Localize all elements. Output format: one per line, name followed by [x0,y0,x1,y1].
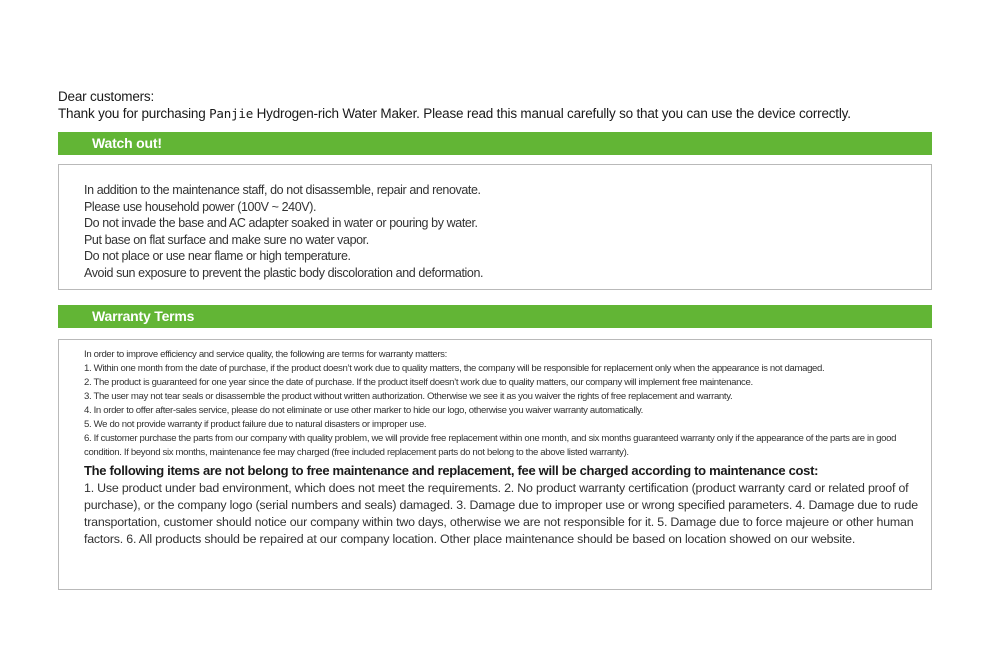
thanks-line [58,105,958,122]
warranty-term: 5. We do not provide warranty if product failure due to natural disasters or improper use. [84,419,427,430]
intro-section [58,88,958,122]
warranty-intro: In order to improve efficiency and service quality, the following are terms for warranty matters: [84,349,447,360]
warranty-terms-banner: Warranty Terms [58,305,932,328]
warranty-term: 6. If customer purchase the parts from our company with quality problem, we will provide free replacement within one month, and six months guaranteed warranty only if the appearance of the parts are in good condition. If beyond six months, maintenance fee may charged (free included replacement parts do not belong to the above listed warranty). [84,433,897,458]
warranty-terms-box [58,339,932,590]
greeting: Dear customers: [58,89,155,104]
watch-out-list [84,182,483,281]
warranty-term: 1. Within one month from the date of purchase, if the product doesn’t work due to quality matters, the company will be responsible for replacement only when the appearance is not damaged. [84,363,825,374]
watch-out-banner: Watch out! [58,132,932,155]
thanks-suffix: Hydrogen-rich Water Maker. Please read this manual carefully so that you can use the device correctly. [253,106,851,121]
watch-out-box [58,164,932,290]
watch-out-item: Avoid sun exposure to prevent the plastic body discoloration and deformation. [84,265,484,280]
watch-out-item: Put base on flat surface and make sure no water vapor. [84,232,369,247]
watch-out-item: Do not place or use near flame or high temperature. [84,249,351,263]
thanks-prefix: Thank you for purchasing [58,106,210,121]
exclusions-title: The following items are not belong to free maintenance and replacement, fee will be charged according to maintenance cost: [84,463,819,478]
warranty-term: 2. The product is guaranteed for one year since the date of purchase. If the product itself doesn’t work due to quality matters, our company will implement free maintenance. [84,377,753,388]
warranty-term: 4. In order to offer after-sales service, please do not eliminate or use other marker to hide our logo, otherwise you waiver warranty automatically. [84,405,643,416]
brand-name: Panjie [209,106,254,121]
watch-out-item: In addition to the maintenance staff, do not disassemble, repair and renovate. [84,183,481,197]
watch-out-item: Please use household power (100V ~ 240V). [84,199,317,214]
warranty-term: 3. The user may not tear seals or disassemble the product without written authorization. Otherwise we see it as you waiver the rights of free replacement and warranty. [84,391,733,402]
exclusions-text: 1. Use product under bad environment, which does not meet the requirements. 2. No product warranty certification (product warranty card or related proof of purchase), or the company logo (serial numbers and seals) damaged. 3. Damage due to improper use or wrong specified parameters. 4. Damage due to rude transportation, customer should notice our company within two days, otherwise we are not responsible for it. 5. Damage due to force majeure or other human factors. 6. All products should be repaired at our company location. Other place maintenance should be based on location showed on our website. [84,481,918,546]
watch-out-item: Do not invade the base and AC adapter soaked in water or pouring by water. [84,216,478,230]
warranty-terms-content [84,348,918,548]
